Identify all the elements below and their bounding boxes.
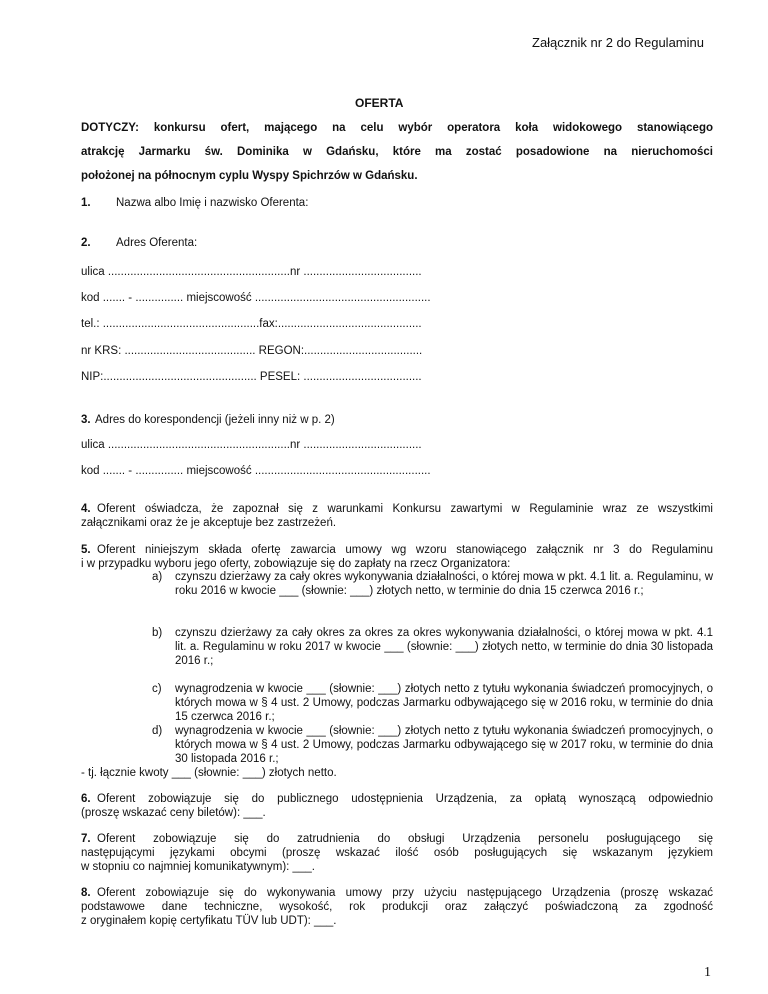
section-text: następującymi językami obcymi (proszę wskazać ilość osób posługujących się wskazanym językiem [81, 847, 713, 859]
section-text: podstawowe dane techniczne, wysokość, rok produkcji oraz załączyć poświadczoną za zgodność [81, 901, 713, 913]
section-number: 5. [81, 544, 91, 556]
field-line-tel-fax: tel.: .................................................fax:............................................. [81, 318, 422, 330]
field-line-street: ulica .........................................................nr ..................................... [81, 439, 422, 451]
document-title: OFERTA [355, 96, 404, 110]
section-label: Adres do korespondencji (jeżeli inny niż w p. 2) [95, 414, 335, 426]
subject-line: położonej na północnym cyplu Wyspy Spichrzów w Gdańsku. [81, 170, 418, 182]
section-text: i w przypadku wyboru jego oferty, zobowiązuje się do zapłaty na rzecz Organizatora: [81, 558, 511, 570]
section-number: 4. [81, 503, 91, 515]
field-line-postcode-city: kod ....... - ............... miejscowość ....................................................... [81, 465, 431, 477]
section-text: z oryginałem kopię certyfikatu TÜV lub UDT): ___. [81, 915, 337, 927]
section-text: Oferent zobowiązuje się do zatrudnienia do obsługi Urządzenia personelu posługującego się [97, 833, 713, 845]
section-number: 7. [81, 833, 91, 845]
section-text: Oferent niniejszym składa ofertę zawarcia umowy wg wzoru stanowiącego załącznik nr 3 do Regulaminu [97, 544, 713, 556]
section-total: - tj. łącznie kwoty ___ (słownie: ___) złotych netto. [81, 767, 337, 779]
list-item-text: wynagrodzenia w kwocie ___ (słownie: ___) złotych netto z tytułu wykonania świadczeń promocyjnych, o których mowa w § 4 ust. 2 Umowy, podczas Jarmarku odbywającego się w 2017 roku, w terminie do dnia 30 listopada 2016 r.; [175, 725, 713, 765]
page-number: 1 [704, 965, 711, 980]
section-text: Oferent zobowiązuje się do publicznego udostępnienia Urządzenia, za opłatą wynoszącą odpowiednio [97, 793, 713, 805]
field-line-nip-pesel: NIP:................................................ PESEL: ..................................... [81, 371, 422, 383]
list-item [152, 626, 713, 682]
section-label: Adres Oferenta: [116, 237, 198, 249]
section-label: Nazwa albo Imię i nazwisko Oferenta: [116, 197, 309, 209]
list-item-label: d) [152, 725, 163, 737]
list-item-label: c) [152, 683, 162, 695]
attachment-header: Załącznik nr 2 do Regulaminu [532, 35, 704, 50]
list-item-text: czynszu dzierżawy za cały okres wykonywania działalności, o której mowa w pkt. 4.1 lit. a. Regulaminu, w roku 2016 w kwocie ___ (słownie: ___) złotych netto, w terminie do dnia 15 czerwca 2016 r.; [175, 571, 713, 597]
list-item-text: czynszu dzierżawy za cały okres za okres za okres wykonywania działalności, o której mowa w pkt. 4.1 lit. a. Regulaminu w roku 2017 w kwocie ___ (słownie: ___) złotych netto, w terminie do dnia 30 listopada 2016 r.; [175, 627, 713, 667]
subject-line: atrakcję Jarmarku św. Dominika w Gdańsku, które ma zostać posadowione na nieruchomości [81, 146, 713, 158]
section-text: Oferent zobowiązuje się do wykonywania umowy przy użyciu następującego Urządzenia (proszę wskazać [97, 887, 713, 899]
list-item-text: wynagrodzenia w kwocie ___ (słownie: ___) złotych netto z tytułu wykonania świadczeń promocyjnych, o których mowa w § 4 ust. 2 Umowy, podczas Jarmarku odbywającego się w 2016 roku, w terminie do dnia 15 czerwca 2016 r.; [175, 683, 713, 723]
list-item-label: b) [152, 627, 163, 639]
section-number: 8. [81, 887, 91, 899]
field-line-postcode-city: kod ....... - ............... miejscowość ....................................................... [81, 292, 431, 304]
field-line-street: ulica .........................................................nr ..................................... [81, 266, 422, 278]
section-text: w stopniu co najmniej komunikatywnym): ___. [81, 861, 315, 873]
section-text: załącznikami oraz że je akceptuje bez zastrzeżeń. [81, 517, 337, 529]
section-number: 1. [81, 197, 91, 209]
section-text: (proszę wskazać ceny biletów): ___. [81, 807, 266, 819]
field-line-krs-regon: nr KRS: ......................................... REGON:..................................... [81, 345, 423, 357]
section-number: 3. [81, 414, 91, 426]
list-item [152, 570, 713, 626]
list-item-label: a) [152, 571, 163, 583]
section-number: 2. [81, 237, 91, 249]
list-item [152, 682, 713, 724]
section-number: 6. [81, 793, 91, 805]
subject-line: DOTYCZY: konkursu ofert, mającego na celu wybór operatora koła widokowego stanowiącego [81, 122, 713, 134]
list-item [152, 724, 713, 766]
section-text: Oferent oświadcza, że zapoznał się z warunkami Konkursu zawartymi w Regulaminie wraz ze wszystkimi [97, 503, 713, 515]
